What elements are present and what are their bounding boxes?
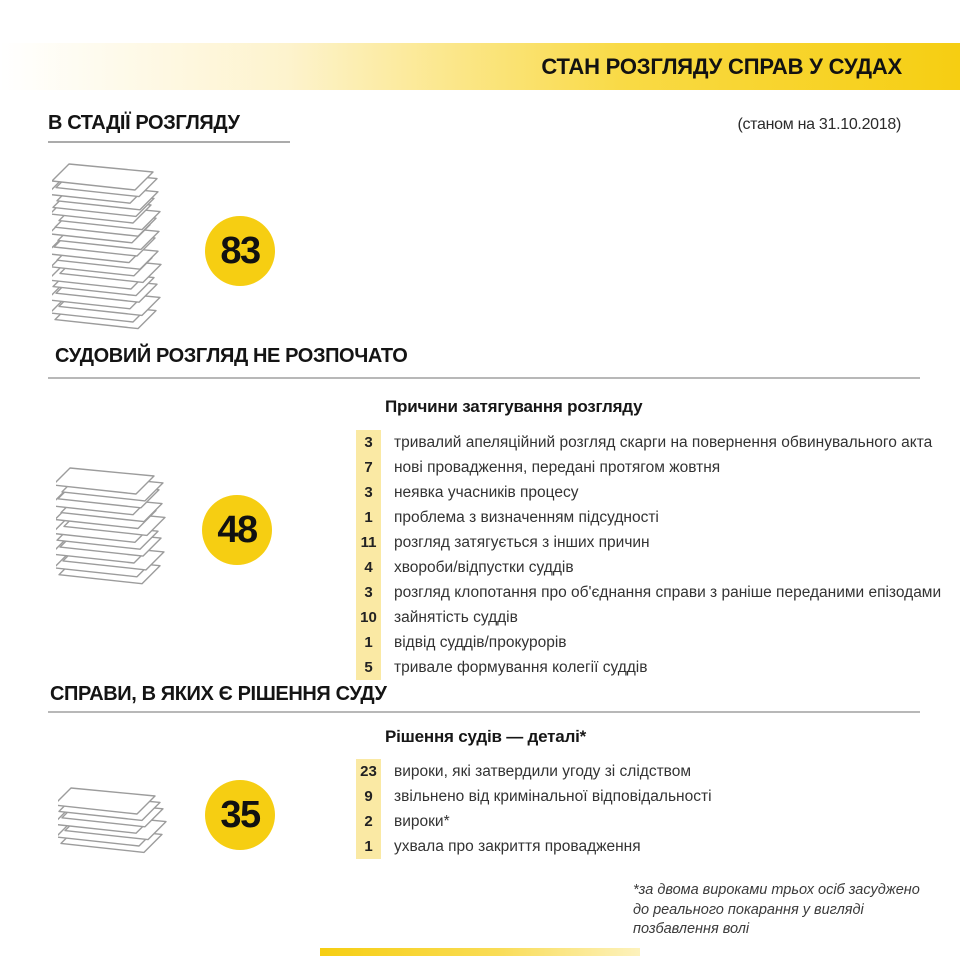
item-count: 3 (356, 430, 381, 455)
item-count: 9 (356, 784, 381, 809)
item-label: проблема з визначенням підсудності (394, 509, 659, 526)
count-badge-in-progress: 83 (205, 216, 275, 286)
item-label: вироки* (394, 813, 450, 830)
list-item (356, 505, 941, 530)
list-item (356, 759, 712, 784)
item-count: 5 (356, 655, 381, 680)
item-label: відвід суддів/прокурорів (394, 634, 567, 651)
footnote: *за двома вироками трьох осіб засуджено до реального покарання у вигляді позбавлення волі (633, 882, 920, 938)
paper-stack-tall-icon (52, 163, 164, 333)
count-badge-decided: 35 (205, 780, 275, 850)
item-count: 4 (356, 555, 381, 580)
item-label: хвороби/відпустки суддів (394, 559, 574, 576)
item-count: 1 (356, 505, 381, 530)
list-item (356, 834, 712, 859)
item-label: нові провадження, передані протягом жовтня (394, 459, 721, 476)
decisions-list (356, 759, 712, 859)
item-count: 3 (356, 480, 381, 505)
section-heading-in-progress: В СТАДІЇ РОЗГЛЯДУ (48, 112, 240, 134)
item-label: тривале формування колегії суддів (394, 659, 648, 676)
item-label: розгляд затягується з інших причин (394, 534, 650, 551)
list-item (356, 480, 941, 505)
item-label: неявка учасників процесу (394, 484, 579, 501)
item-count: 7 (356, 455, 381, 480)
section-heading-not-started: СУДОВИЙ РОЗГЛЯД НЕ РОЗПОЧАТО (55, 345, 408, 367)
item-count: 11 (356, 530, 381, 555)
item-label: вироки, які затвердили угоду зі слідством (394, 763, 692, 780)
infographic-title: СТАН РОЗГЛЯДУ СПРАВ У СУДАХ (541, 54, 902, 79)
item-count: 23 (356, 759, 381, 784)
section-heading-decided: СПРАВИ, В ЯКИХ Є РІШЕННЯ СУДУ (50, 683, 387, 705)
list-item (356, 605, 941, 630)
heading-underline-short (48, 141, 290, 143)
item-count: 1 (356, 630, 381, 655)
paper-stack-small-icon (58, 787, 170, 855)
list-item (356, 580, 941, 605)
item-count: 2 (356, 809, 381, 834)
list-item (356, 555, 941, 580)
list-item (356, 530, 941, 555)
item-count: 3 (356, 580, 381, 605)
section-divider (48, 711, 920, 713)
reasons-list-title: Причини затягування розгляду (385, 397, 643, 416)
list-item (356, 809, 712, 834)
item-count: 10 (356, 605, 381, 630)
list-item (356, 430, 941, 455)
date-note: (станом на 31.10.2018) (737, 116, 901, 133)
item-label: тривалий апеляційний розгляд скарги на повернення обвинувального акта (394, 434, 933, 451)
item-label: розгляд клопотання про об'єднання справи з раніше переданими епізодами (394, 584, 942, 601)
item-label: звільнено від кримінальної відповідальності (394, 788, 712, 805)
reasons-list (356, 430, 941, 680)
list-item (356, 784, 712, 809)
section-divider (48, 377, 920, 379)
list-item (356, 630, 941, 655)
item-count: 1 (356, 834, 381, 859)
list-item (356, 655, 941, 680)
item-label: ухвала про закриття провадження (394, 838, 641, 855)
header-bar (0, 43, 960, 90)
paper-stack-medium-icon (56, 467, 168, 587)
count-badge-not-started: 48 (202, 495, 272, 565)
decisions-list-title: Рішення судів — деталі* (385, 727, 587, 746)
list-item (356, 455, 941, 480)
item-label: зайнятість суддів (394, 609, 518, 626)
bottom-accent-bar (320, 948, 640, 956)
